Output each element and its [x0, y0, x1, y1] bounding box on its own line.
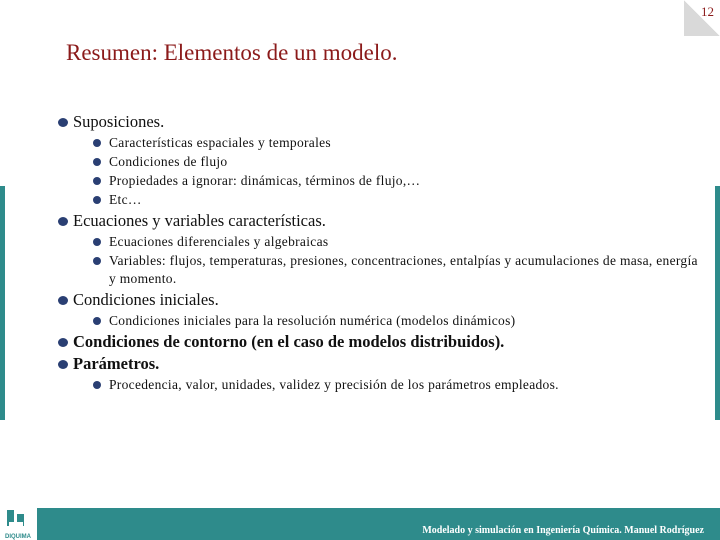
list-item: Propiedades a ignorar: dinámicas, términos de flujo,… — [93, 172, 698, 190]
bullet-icon — [58, 360, 68, 369]
bullet-icon — [93, 177, 101, 185]
list-item: Características espaciales y temporales — [93, 134, 698, 152]
footer-bar — [37, 508, 720, 540]
bullet-icon — [93, 257, 101, 265]
bullet-icon — [93, 381, 101, 389]
list-item: Ecuaciones diferenciales y algebraicas — [93, 233, 698, 251]
bullet-icon — [93, 158, 101, 166]
bullet-icon — [58, 118, 68, 127]
list-item: Etc… — [93, 191, 698, 209]
list-item: Procedencia, valor, unidades, validez y precisión de los parámetros empleados. — [93, 376, 698, 394]
list-item: Condiciones iniciales para la resolución numérica (modelos dinámicos) — [93, 312, 698, 330]
bullet-icon — [58, 296, 68, 305]
list-item: Variables: flujos, temperaturas, presiones, concentraciones, entalpías y acumulaciones de masa, energía y momento. — [93, 252, 698, 288]
footer-text: Modelado y simulación en Ingeniería Química. Manuel Rodríguez — [422, 525, 704, 536]
logo-text: DIQUIMA — [5, 534, 31, 540]
left-accent-bar — [0, 186, 5, 420]
bullet-icon — [93, 317, 101, 325]
section-label: Suposiciones. — [73, 112, 165, 131]
bullet-icon — [58, 217, 68, 226]
list-item: Condiciones de flujo — [93, 153, 698, 171]
bullet-icon — [93, 196, 101, 204]
right-accent-bar — [715, 186, 720, 420]
section-suposiciones — [58, 112, 698, 132]
page-number: 12 — [701, 4, 714, 19]
bullet-icon — [93, 238, 101, 246]
diquima-logo — [0, 508, 36, 540]
section-label: Parámetros. — [73, 354, 160, 373]
logo-mark-icon — [4, 508, 32, 532]
section-label: Ecuaciones y variables características. — [73, 211, 326, 230]
section-condiciones-contorno — [58, 332, 698, 352]
slide-title: Resumen: Elementos de un modelo. — [66, 40, 398, 65]
section-condiciones-iniciales — [58, 290, 698, 310]
section-label: Condiciones iniciales. — [73, 290, 219, 309]
section-ecuaciones — [58, 211, 698, 231]
bullet-icon — [58, 338, 68, 347]
section-label: Condiciones de contorno (en el caso de modelos distribuidos). — [73, 332, 505, 351]
bullet-list — [58, 110, 698, 394]
section-parametros — [58, 354, 698, 374]
bullet-icon — [93, 139, 101, 147]
